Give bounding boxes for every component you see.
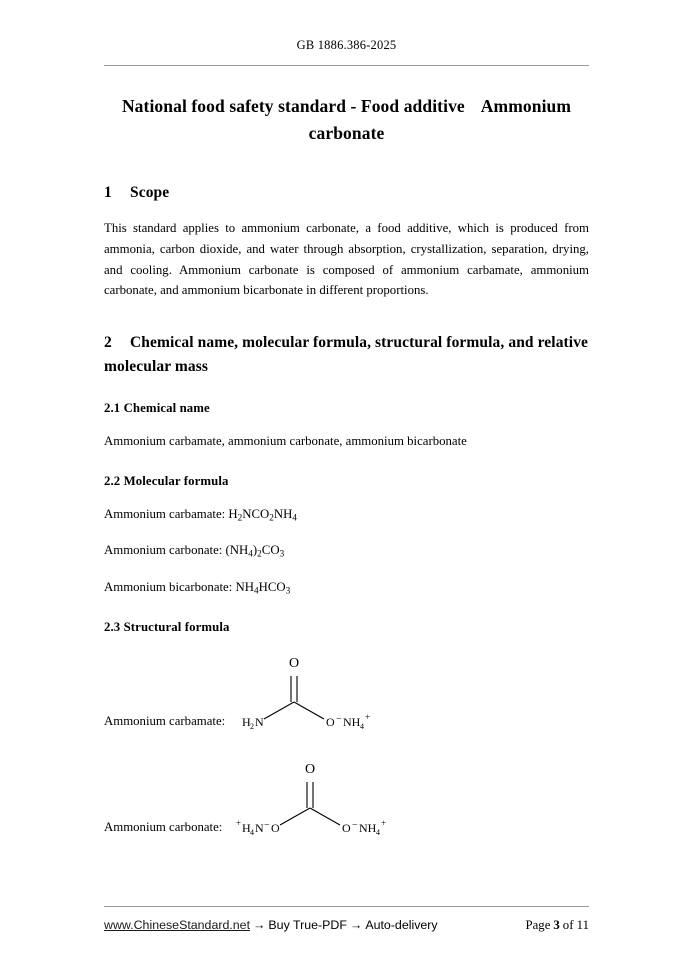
section-title-2: Chemical name, molecular formula, structural formula, and relative molecular mass	[104, 334, 589, 376]
title-line-2: carbonate	[308, 123, 385, 144]
footer-site-link[interactable]: www.ChineseStandard.net	[104, 918, 251, 932]
section-heading-chemical	[104, 331, 589, 379]
formula-label-carbamate: Ammonium carbamate:	[104, 506, 226, 521]
formula-label-bicarbonate: Ammonium bicarbonate:	[104, 579, 233, 594]
molecular-formula-item	[104, 540, 589, 562]
footer-buy-text: Buy True-PDF	[268, 918, 347, 932]
subsection-heading-chemical-name: 2.1 Chemical name	[104, 401, 210, 416]
svg-text:O: O	[288, 656, 300, 672]
subsection-heading-structural-formula: 2.3 Structural formula	[104, 620, 230, 635]
structure-diagram-carbamate	[242, 649, 542, 741]
svg-text:NH: NH	[359, 821, 377, 836]
structure-label-carbonate: Ammonium carbonate:	[104, 820, 223, 835]
page-total: 11	[576, 918, 589, 932]
of-word: of	[562, 918, 574, 932]
section-number-1: 1	[104, 184, 112, 202]
svg-text:N: N	[255, 715, 264, 730]
arrow-right-icon: →	[253, 918, 266, 932]
page-number-indicator	[526, 918, 590, 933]
structure-diagram-carbonate	[236, 755, 542, 847]
header-divider	[104, 65, 589, 66]
section-heading-scope	[104, 181, 589, 205]
formula-value-bicarbonate: $NH_4HCO_3$	[235, 579, 291, 596]
standard-code: GB 1886.386-2025	[296, 38, 397, 52]
page-current: 3	[553, 918, 560, 932]
footer-promo[interactable]	[104, 918, 438, 932]
molecular-formula-item	[104, 577, 589, 599]
page-footer	[104, 906, 589, 933]
svg-text:O: O	[271, 821, 280, 836]
formula-value-carbonate: $(NH_4)_2CO_3$	[225, 543, 285, 559]
structure-block-carbonate	[104, 755, 589, 847]
page-word: Page	[525, 918, 551, 932]
structure-block-carbamate	[104, 649, 589, 741]
svg-text:4: 4	[250, 828, 254, 838]
svg-text:+: +	[236, 818, 242, 829]
chemical-name-value: Ammonium carbamate, ammonium carbonate, ammonium bicarbonate	[104, 434, 467, 449]
svg-text:2: 2	[250, 722, 254, 732]
svg-text:O: O	[342, 821, 351, 836]
svg-text:O: O	[326, 715, 335, 730]
molecular-formula-item	[104, 504, 589, 526]
svg-text:4: 4	[360, 722, 364, 732]
footer-divider	[104, 906, 589, 907]
section-title-1: Scope	[130, 184, 170, 202]
svg-text:−: −	[264, 820, 270, 832]
page-header	[104, 0, 589, 53]
scope-paragraph: This standard applies to ammonium carbonate, a food additive, which is produced from ammonia, carbon dioxide, and water through absorption, crystallization, separation, drying, and cooling. Ammonium carbonate is composed of ammonium carbamate, ammonium carbonate, and ammonium bicarbonate in different proportions.	[104, 221, 589, 298]
formula-value-carbamate: $H_2NCO_2NH_4$	[228, 506, 297, 523]
svg-text:−: −	[336, 714, 342, 726]
arrow-right-icon-2: →	[349, 918, 363, 932]
svg-text:4: 4	[376, 828, 380, 838]
svg-text:−: −	[352, 820, 358, 832]
svg-text:O: O	[304, 762, 316, 778]
subsection-heading-molecular-formula: 2.2 Molecular formula	[104, 473, 229, 488]
page-title	[104, 93, 589, 147]
svg-text:N: N	[255, 821, 264, 836]
svg-text:+: +	[381, 818, 387, 829]
svg-text:H: H	[242, 821, 251, 836]
formula-label-carbonate: Ammonium carbonate:	[104, 543, 223, 558]
svg-text:H: H	[242, 715, 251, 730]
svg-text:+: +	[365, 712, 371, 723]
title-line-1b: Ammonium	[480, 96, 572, 116]
footer-delivery-text: Auto-delivery	[365, 918, 438, 932]
svg-text:NH: NH	[343, 715, 361, 730]
section-number-2: 2	[104, 334, 112, 352]
title-line-1: National food safety standard - Food additive	[121, 96, 465, 116]
structure-label-carbamate: Ammonium carbamate:	[104, 714, 226, 729]
